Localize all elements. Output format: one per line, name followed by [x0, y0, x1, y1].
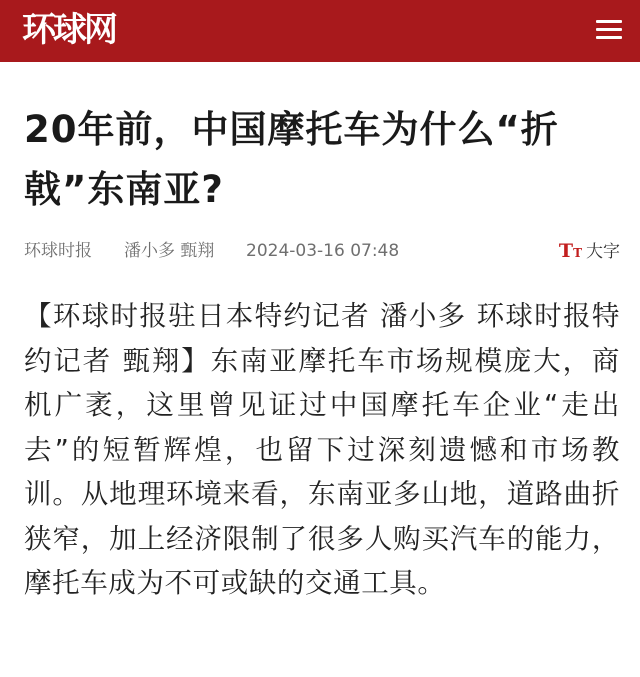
article-meta: [24, 238, 620, 264]
menu-line: [596, 36, 622, 39]
menu-line: [596, 20, 622, 23]
article-title: 20年前，中国摩托车为什么“折戟”东南亚?: [24, 108, 559, 211]
font-size-icon-big: T: [558, 240, 574, 262]
hamburger-menu-icon[interactable]: [596, 17, 622, 43]
article-body-paragraph: 【环球时报驻日本特约记者 潘小多 环球时报特约记者 甄翔】东南亚摩托车市场规模庞大，商机广袤，这里曾见证过中国摩托车企业“走出去”的短暂辉煌，也留下过深刻遗憾和市场教训。从地理环境来看，东南亚多山地，道路曲折狭窄，加上经济限制了很多人购买汽车的能力，摩托车成为不可或缺的交通工具。: [24, 300, 620, 599]
menu-line: [596, 28, 622, 31]
font-size-label: 大字: [586, 242, 620, 262]
font-size-icon: [559, 240, 582, 262]
article-source[interactable]: 环球时报: [24, 241, 92, 261]
article-date: 2024-03-16 07:48: [246, 241, 400, 261]
site-logo[interactable]: 环球网: [22, 10, 115, 50]
top-header-bar: [0, 0, 640, 62]
font-size-button[interactable]: [559, 238, 620, 264]
font-size-icon-small: T: [573, 246, 582, 260]
article-authors: 潘小多 甄翔: [124, 241, 215, 261]
